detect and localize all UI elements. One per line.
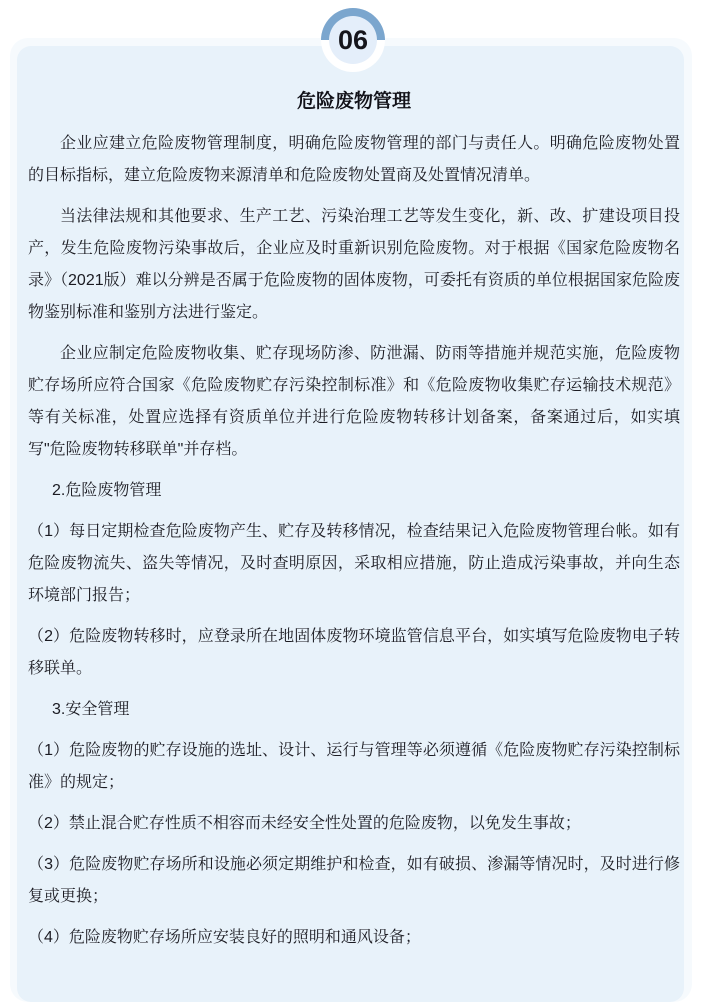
list-item: （1）每日定期检查危险废物产生、贮存及转移情况，检查结果记入危险废物管理台帐。如有危险废物流失、盗失等情况，及时查明原因，采取相应措施，防止造成污染事故，并向生态环境部门报告；	[28, 523, 680, 604]
paragraph-identification: 当法律法规和其他要求、生产工艺、污染治理工艺等发生变化，新、改、扩建设项目投产，发生危险废物污染事故后，企业应及时重新识别危险废物。对于根据《国家危险废物名录》（2021版）难以分辨是否属于危险废物的固体废物，可委托有资质的单位根据国家危险废物鉴别标准和鉴别方法进行鉴定。	[28, 208, 680, 321]
list-item: （1）危险废物的贮存设施的选址、设计、运行与管理等必须遵循《危险废物贮存污染控制标准》的规定；	[28, 742, 680, 791]
page-title: 危险废物管理	[296, 91, 411, 112]
paragraph-storage-standard: 企业应制定危险废物收集、贮存现场防渗、防泄漏、防雨等措施并规范实施，危险废物贮存场所应符合国家《危险废物贮存污染控制标准》和《危险废物收集贮存运输技术规范》等有关标准，处置应选择有资质单位并进行危险废物转移计划备案，备案通过后，如实填写"危险废物转移联单"并存档。	[28, 345, 680, 458]
list-item: （3）危险废物贮存场所和设施必须定期维护和检查，如有破损、渗漏等情况时，及时进行修复或更换；	[28, 856, 680, 905]
section-heading-management: 2.危险废物管理	[52, 482, 162, 499]
section-number-badge	[321, 8, 385, 72]
content-card-outer	[10, 38, 692, 1002]
list-item: （2）禁止混合贮存性质不相容而未经安全性处置的危险废物，以免发生事故；	[28, 815, 581, 832]
list-item: （4）危险废物贮存场所应安装良好的照明和通风设备；	[28, 929, 421, 946]
list-item: （2）危险废物转移时，应登录所在地固体废物环境监管信息平台，如实填写危险废物电子转移联单。	[28, 628, 680, 677]
section-heading-safety: 3.安全管理	[52, 701, 130, 718]
section-number: 06	[329, 16, 377, 64]
content-card	[17, 46, 684, 1002]
paragraph-intro: 企业应建立危险废物管理制度，明确危险废物管理的部门与责任人。明确危险废物处置的目标指标，建立危险废物来源清单和危险废物处置商及处置情况清单。	[28, 135, 680, 184]
